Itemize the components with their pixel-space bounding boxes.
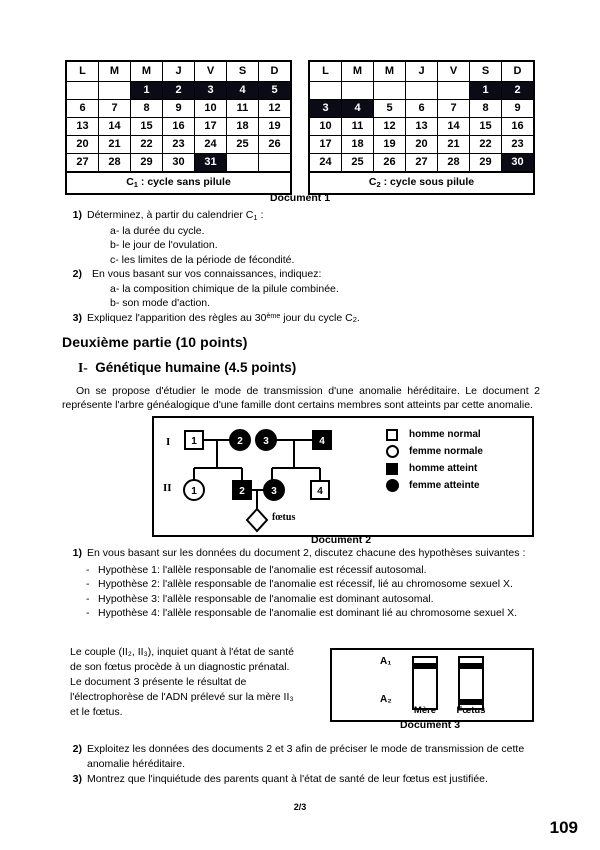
prenatal-line-4: l'électrophorèse de l'ADN prélevé sur la mère II₃ bbox=[70, 691, 294, 703]
legend-label-homme-atteint: homme atteint bbox=[409, 463, 478, 474]
calendar-c1-day-cell: 13 bbox=[66, 118, 99, 136]
question-3-number: 3) bbox=[72, 311, 82, 324]
svg-text:3: 3 bbox=[263, 436, 269, 447]
calendar-c2-day-cell: 15 bbox=[470, 118, 502, 136]
calendar-c2-block bbox=[308, 60, 535, 195]
question-3-text-sup: ème bbox=[266, 311, 281, 320]
question-1-text-b: : bbox=[257, 209, 264, 221]
section-roman-numeral: I- bbox=[78, 360, 88, 375]
calendar-c1-row bbox=[66, 82, 291, 100]
calendar-c2-day-cell: 11 bbox=[342, 118, 374, 136]
hypothesis-1-text: Hypothèse 1: l'allèle responsable de l'anomalie est récessif autosomal. bbox=[98, 563, 427, 576]
circle-open-icon bbox=[382, 445, 402, 458]
calendar-c2 bbox=[308, 60, 535, 173]
circle-filled-icon bbox=[382, 479, 402, 492]
calendar-c1-header-1: M bbox=[99, 61, 131, 82]
gel-lane-mere bbox=[412, 656, 438, 710]
calendar-c2-day-cell: 26 bbox=[374, 154, 406, 173]
gel-band-foetus-A1 bbox=[460, 663, 482, 669]
calendar-c2-day-cell: 17 bbox=[309, 136, 342, 154]
svg-text:1: 1 bbox=[191, 486, 197, 497]
hypothesis-2-text: Hypothèse 2: l'allèle responsable de l'anomalie est récessif, lié au chromosome sexuel X. bbox=[98, 578, 513, 590]
calendar-c1-day-cell: 1 bbox=[131, 82, 163, 100]
gel-band-mere-A1 bbox=[414, 663, 436, 669]
document1-label: Document 1 bbox=[269, 192, 331, 204]
document2-box bbox=[152, 416, 534, 537]
bullet-dash-icon: - bbox=[86, 563, 90, 576]
calendar-c1-day-cell bbox=[99, 82, 131, 100]
calendar-c2-day-cell: 14 bbox=[438, 118, 470, 136]
square-filled-icon bbox=[382, 463, 402, 475]
calendar-c2-caption-rest: : cycle sous pilule bbox=[380, 176, 475, 188]
calendar-c1-day-cell bbox=[259, 154, 292, 173]
legend-row-femme-atteinte bbox=[382, 477, 528, 494]
question-1-item-b: b- le jour de l'ovulation. bbox=[110, 239, 218, 251]
part2-question-1-text: En vous basant sur les données du document 2, discutez chacune des hypothèses suivantes : bbox=[87, 547, 526, 559]
question-2-item-a: a- la composition chimique de la pilule combinée. bbox=[110, 282, 339, 295]
part2-question-3-text: Montrez que l'inquiétude des parents quant à l'état de santé de leur fœtus est justifiée. bbox=[87, 773, 488, 785]
generation-label-II: II bbox=[163, 482, 172, 494]
part2-question-1-number: 1) bbox=[72, 547, 82, 559]
calendar-c1-day-cell: 28 bbox=[99, 154, 131, 173]
calendar-c1-row bbox=[66, 154, 291, 173]
calendar-c2-header-2: M bbox=[374, 61, 406, 82]
question-3-text-a: Expliquez l'apparition des règles au 30 bbox=[87, 311, 267, 324]
svg-text:2: 2 bbox=[237, 436, 243, 447]
calendar-c2-row bbox=[309, 154, 534, 173]
calendar-c1-header-0: L bbox=[66, 61, 99, 82]
calendar-c2-header-row bbox=[309, 61, 534, 82]
questions-part2-q1 bbox=[62, 546, 532, 621]
hypothesis-4-text: Hypothèse 4: l'allèle responsable de l'anomalie est dominant lié au chromosome sexuel X. bbox=[98, 607, 517, 619]
calendar-c2-day-cell: 8 bbox=[470, 100, 502, 118]
calendar-c2-row bbox=[309, 118, 534, 136]
svg-text:1: 1 bbox=[191, 436, 197, 447]
calendar-c2-day-cell: 4 bbox=[342, 100, 374, 118]
calendar-c1-day-cell: 16 bbox=[163, 118, 195, 136]
question-2-text: En vous basant sur vos connaissances, indiquez: bbox=[92, 268, 322, 280]
calendar-c1-day-cell: 20 bbox=[66, 136, 99, 154]
part2-question-2 bbox=[62, 742, 540, 771]
calendar-c2-day-cell: 21 bbox=[438, 136, 470, 154]
calendar-c2-day-cell: 12 bbox=[374, 118, 406, 136]
generation-label-I: I bbox=[166, 436, 171, 448]
document2-inner bbox=[154, 418, 532, 535]
hypothesis-3-text: Hypothèse 3: l'allèle responsable de l'anomalie est dominant autosomal. bbox=[98, 592, 434, 605]
svg-text:4: 4 bbox=[317, 486, 323, 497]
svg-text:4: 4 bbox=[319, 436, 325, 447]
calendar-c1-caption-rest: : cycle sans pilule bbox=[138, 176, 231, 188]
calendar-c1-day-cell bbox=[227, 154, 259, 173]
prenatal-line-1: Le couple (II₂, II₃), inquiet quant à l'état de santé bbox=[70, 646, 294, 658]
calendar-c2-day-cell: 19 bbox=[374, 136, 406, 154]
part2-question-1 bbox=[62, 546, 532, 561]
question-3-text-c: . bbox=[356, 311, 360, 324]
gel-lane-foetus-label: Fœtus bbox=[456, 705, 486, 716]
calendar-c2-day-cell: 24 bbox=[309, 154, 342, 173]
calendar-c1-body bbox=[66, 82, 291, 173]
question-2-item-b: b- son mode d'action. bbox=[110, 297, 211, 309]
question-3-text bbox=[87, 311, 492, 327]
legend-label-homme-normal: homme normal bbox=[409, 429, 481, 440]
calendar-c1-day-cell: 4 bbox=[227, 82, 259, 100]
calendar-c2-day-cell: 16 bbox=[502, 118, 535, 136]
questions-part2-final bbox=[62, 742, 540, 787]
calendar-c1-header-2: M bbox=[131, 61, 163, 82]
question-3-text-b: jour du cycle C bbox=[280, 311, 353, 324]
calendar-c2-body bbox=[309, 82, 534, 173]
hypothesis-2 bbox=[86, 577, 532, 592]
calendar-c1-day-cell: 12 bbox=[259, 100, 292, 118]
questions-part1 bbox=[62, 208, 492, 326]
calendar-c2-day-cell: 7 bbox=[438, 100, 470, 118]
legend-label-femme-normale: femme normale bbox=[409, 446, 483, 457]
calendar-c2-caption-sub: 2 bbox=[376, 179, 381, 189]
calendar-c1-header-4: V bbox=[195, 61, 227, 82]
calendar-c1-day-cell: 30 bbox=[163, 154, 195, 173]
question-1-item-a: a- la durée du cycle. bbox=[110, 224, 205, 237]
calendar-c1-day-cell: 10 bbox=[195, 100, 227, 118]
calendar-c1-header-3: J bbox=[163, 61, 195, 82]
calendar-c2-header-3: J bbox=[406, 61, 438, 82]
fetus-label: fœtus bbox=[272, 512, 296, 523]
hypothesis-3 bbox=[86, 592, 532, 607]
calendar-c2-header-0: L bbox=[309, 61, 342, 82]
question-1-number: 1) bbox=[72, 209, 82, 221]
hypotheses-list bbox=[62, 563, 532, 621]
question-2-number: 2) bbox=[72, 268, 82, 280]
section-genetique-humaine bbox=[78, 360, 296, 376]
bullet-dash-icon: - bbox=[86, 578, 90, 590]
bullet-dash-icon: - bbox=[86, 607, 90, 619]
document3-label: Document 3 bbox=[399, 719, 461, 731]
section-title-text: Génétique humaine (4.5 points) bbox=[95, 360, 297, 375]
question-1-text-a: Déterminez, à partir du calendrier C bbox=[87, 209, 254, 221]
calendar-c2-day-cell: 30 bbox=[502, 154, 535, 173]
question-1-item-c: c- les limites de la période de fécondité. bbox=[110, 253, 295, 266]
calendar-c1-day-cell: 22 bbox=[131, 136, 163, 154]
calendar-c1-day-cell: 27 bbox=[66, 154, 99, 173]
calendar-c1-header-5: S bbox=[227, 61, 259, 82]
calendar-c1-caption-label: C bbox=[126, 176, 134, 188]
legend-row-homme-normal bbox=[382, 426, 528, 443]
svg-text:3: 3 bbox=[271, 486, 277, 497]
calendar-c1-day-cell: 23 bbox=[163, 136, 195, 154]
calendar-c1-day-cell: 7 bbox=[99, 100, 131, 118]
calendar-c1-header-6: D bbox=[259, 61, 292, 82]
question-1 bbox=[62, 208, 492, 224]
calendar-c2-header-1: M bbox=[342, 61, 374, 82]
calendar-c2-header-5: S bbox=[470, 61, 502, 82]
question-3 bbox=[62, 311, 492, 327]
calendar-c2-row bbox=[309, 136, 534, 154]
question-2 bbox=[62, 267, 492, 282]
calendar-c2-header-6: D bbox=[502, 61, 535, 82]
document2-label: Document 2 bbox=[310, 534, 372, 546]
calendar-c2-row bbox=[309, 100, 534, 118]
calendar-c2-day-cell: 1 bbox=[470, 82, 502, 100]
calendar-c2-day-cell: 20 bbox=[406, 136, 438, 154]
calendar-c2-header-4: V bbox=[438, 61, 470, 82]
question-3-text-sub: 2 bbox=[352, 315, 357, 325]
calendar-c1-day-cell: 26 bbox=[259, 136, 292, 154]
calendar-c1-day-cell: 3 bbox=[195, 82, 227, 100]
calendar-c1-day-cell: 2 bbox=[163, 82, 195, 100]
allele-label-A1: A₁ bbox=[380, 656, 392, 667]
calendar-c2-day-cell: 22 bbox=[470, 136, 502, 154]
calendar-c1-day-cell: 6 bbox=[66, 100, 99, 118]
calendar-c1-row bbox=[66, 136, 291, 154]
calendar-c1-day-cell: 31 bbox=[195, 154, 227, 173]
calendar-c1-day-cell: 17 bbox=[195, 118, 227, 136]
prenatal-diagnostic-paragraph bbox=[70, 645, 322, 720]
calendar-c2-day-cell: 6 bbox=[406, 100, 438, 118]
footer-page-number: 109 bbox=[549, 818, 578, 837]
calendar-c1-day-cell: 25 bbox=[227, 136, 259, 154]
legend-row-femme-normale bbox=[382, 443, 528, 460]
legend-row-homme-atteint bbox=[382, 460, 528, 477]
hypothesis-4 bbox=[86, 606, 532, 621]
calendar-c1-day-cell: 21 bbox=[99, 136, 131, 154]
calendar-c2-day-cell: 5 bbox=[374, 100, 406, 118]
hypothesis-1 bbox=[86, 563, 532, 578]
calendar-c1-block bbox=[65, 60, 292, 195]
calendar-c2-day-cell: 29 bbox=[470, 154, 502, 173]
part2-title: Deuxième partie (10 points) bbox=[62, 334, 248, 350]
calendar-c2-day-cell bbox=[342, 82, 374, 100]
calendar-c2-day-cell: 25 bbox=[342, 154, 374, 173]
gel-lane-foetus bbox=[458, 656, 484, 710]
calendar-c1-row bbox=[66, 100, 291, 118]
calendar-c2-day-cell: 28 bbox=[438, 154, 470, 173]
calendar-c2-day-cell bbox=[309, 82, 342, 100]
document3-box bbox=[330, 648, 534, 722]
calendar-c2-day-cell: 27 bbox=[406, 154, 438, 173]
calendar-c1-day-cell: 14 bbox=[99, 118, 131, 136]
svg-text:2: 2 bbox=[239, 486, 245, 497]
footer-page-indicator: 2/3 bbox=[293, 802, 307, 812]
gel-lane-mere-label: Mère bbox=[413, 705, 437, 716]
question-1-text bbox=[87, 208, 492, 224]
calendar-c2-day-cell bbox=[374, 82, 406, 100]
prenatal-line-3: Le document 3 présente le résultat de bbox=[70, 676, 247, 688]
part2-question-3-number: 3) bbox=[72, 773, 82, 785]
calendar-c1-day-cell: 29 bbox=[131, 154, 163, 173]
calendar-c1 bbox=[65, 60, 292, 173]
calendar-c2-caption-label: C bbox=[368, 176, 377, 188]
part2-question-3 bbox=[62, 772, 540, 787]
square-open-icon bbox=[382, 429, 402, 441]
prenatal-line-2: de son fœtus procède à un diagnostic prénatal. bbox=[70, 661, 290, 673]
calendar-c1-day-cell: 8 bbox=[131, 100, 163, 118]
calendar-c2-day-cell bbox=[438, 82, 470, 100]
bullet-dash-icon: - bbox=[86, 592, 90, 605]
pedigree-legend bbox=[382, 426, 528, 494]
calendar-c1-day-cell: 15 bbox=[131, 118, 163, 136]
part2-intro-paragraph: On se propose d'étudier le mode de transmission d'une anomalie héréditaire. Le document 2 représente l'arbre généalogique d'une famille dont certains membres sont atteints par cette anomalie. bbox=[62, 385, 540, 411]
calendar-c2-day-cell: 2 bbox=[502, 82, 535, 100]
part2-question-2-number: 2) bbox=[72, 743, 82, 755]
calendar-c1-day-cell: 24 bbox=[195, 136, 227, 154]
calendar-c1-day-cell: 19 bbox=[259, 118, 292, 136]
calendar-c2-day-cell: 9 bbox=[502, 100, 535, 118]
calendar-c2-day-cell: 3 bbox=[309, 100, 342, 118]
calendar-c2-row bbox=[309, 82, 534, 100]
question-1-text-sub: 1 bbox=[253, 212, 258, 222]
part2-question-2-text: Exploitez les données des documents 2 et 3 afin de préciser le mode de transmission de cette anomalie héréditaire. bbox=[87, 743, 525, 770]
calendar-c2-day-cell: 13 bbox=[406, 118, 438, 136]
calendar-c1-day-cell bbox=[66, 82, 99, 100]
calendar-c2-day-cell bbox=[406, 82, 438, 100]
calendar-c1-caption-sub: 1 bbox=[133, 179, 138, 189]
calendar-c1-day-cell: 9 bbox=[163, 100, 195, 118]
calendar-c1-day-cell: 18 bbox=[227, 118, 259, 136]
calendar-c2-day-cell: 23 bbox=[502, 136, 535, 154]
calendar-c2-day-cell: 10 bbox=[309, 118, 342, 136]
calendar-c2-day-cell: 18 bbox=[342, 136, 374, 154]
legend-label-femme-atteinte: femme atteinte bbox=[409, 480, 480, 491]
calendar-c1-header-row bbox=[66, 61, 291, 82]
prenatal-line-5: et le fœtus. bbox=[70, 706, 123, 718]
calendar-c1-row bbox=[66, 118, 291, 136]
calendar-c1-day-cell: 11 bbox=[227, 100, 259, 118]
calendars-row bbox=[0, 60, 600, 195]
allele-label-A2: A₂ bbox=[380, 694, 392, 705]
calendar-c1-day-cell: 5 bbox=[259, 82, 292, 100]
